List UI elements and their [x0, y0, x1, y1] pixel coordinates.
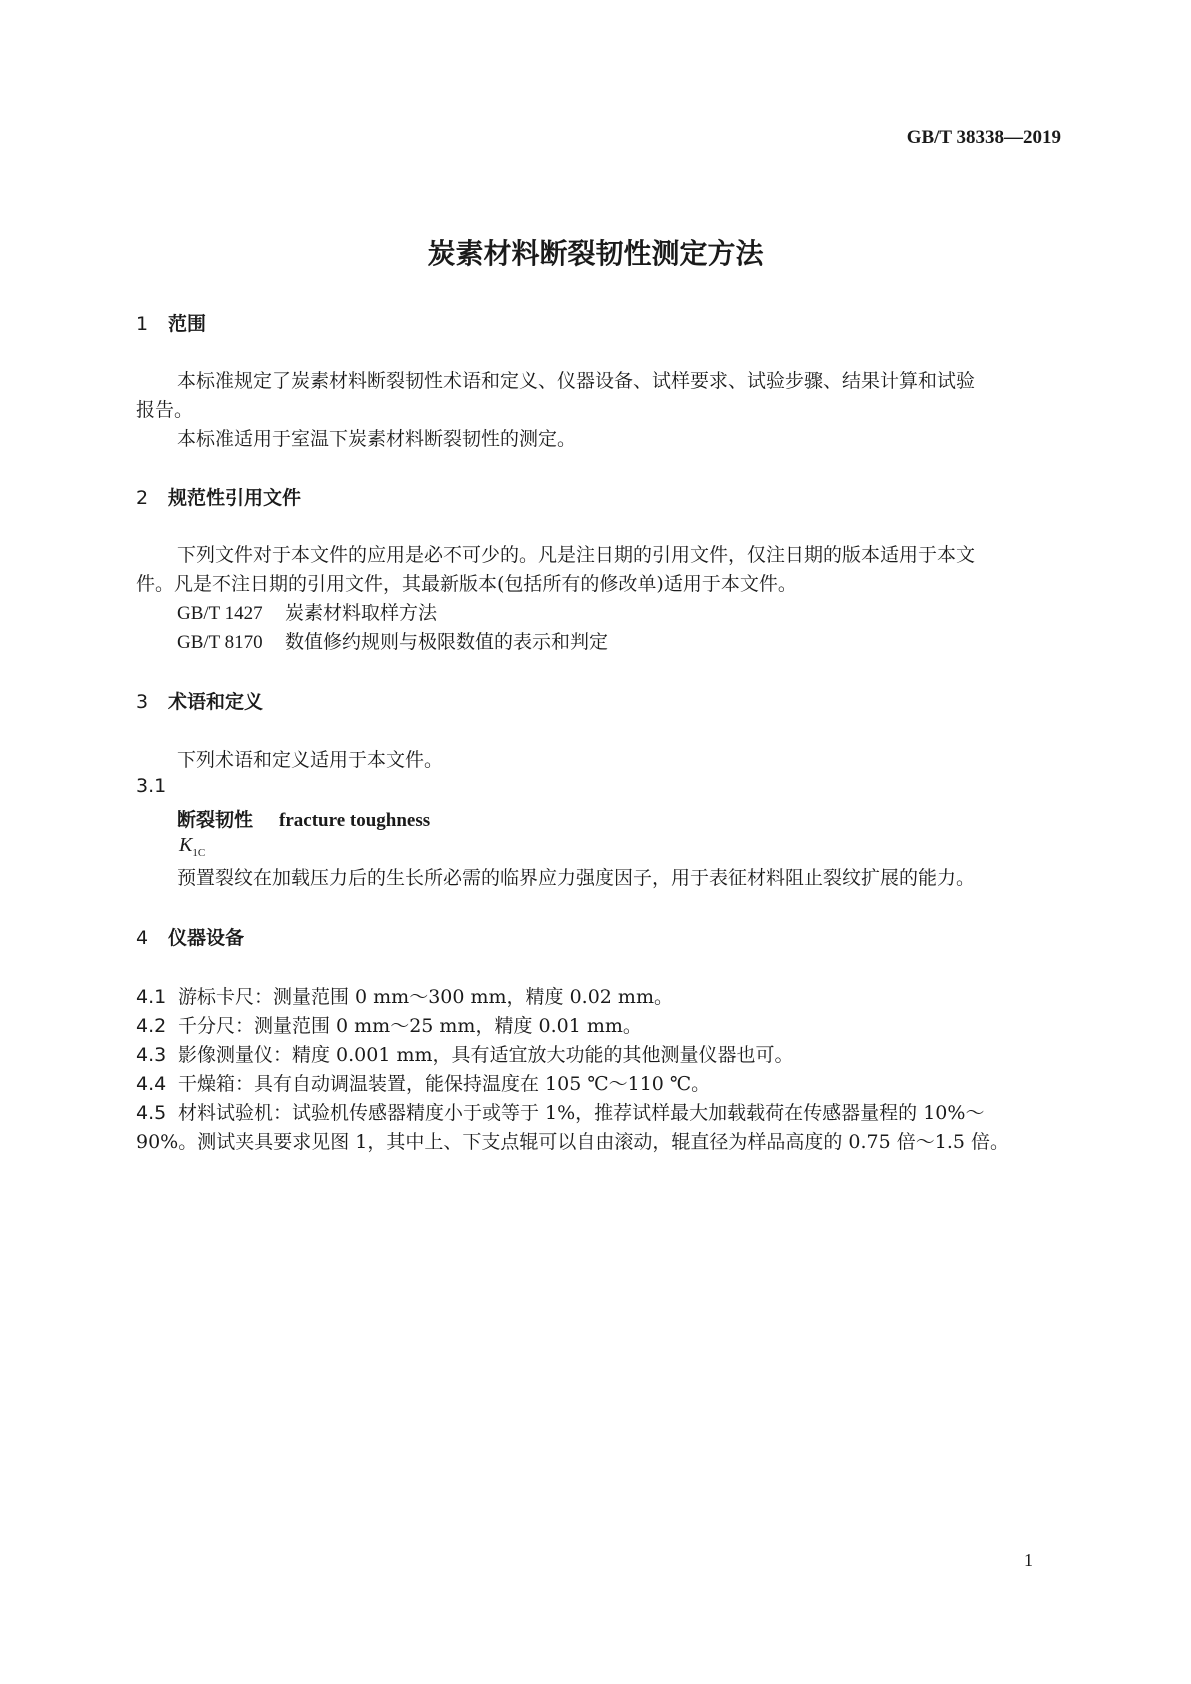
reference-code: GB/T 8170	[177, 632, 263, 653]
clause-number: 4.4	[136, 1073, 167, 1095]
section-heading-normative-references	[136, 483, 301, 510]
clause-number: 4.1	[136, 986, 167, 1008]
clause-number: 4.3	[136, 1044, 167, 1066]
section-heading-scope	[136, 309, 206, 336]
section-title: 仪器设备	[168, 927, 245, 949]
apparatus-item	[136, 982, 673, 1009]
section-number: 2	[136, 487, 149, 509]
term-number: 3.1	[136, 775, 167, 797]
term-english: fracture toughness	[279, 810, 431, 831]
clause-text: 游标卡尺：测量范围 0 mm～300 mm，精度 0.02 mm。	[178, 986, 673, 1008]
term-chinese: 断裂韧性	[177, 809, 254, 831]
clause-text: 干燥箱：具有自动调温装置，能保持温度在 105 ℃～110 ℃。	[178, 1073, 711, 1095]
reference-code: GB/T 1427	[177, 603, 263, 624]
term-entry	[177, 805, 430, 832]
reference-item	[177, 598, 437, 625]
section-heading-apparatus	[136, 923, 244, 950]
paragraph-line: 下列术语和定义适用于本文件。	[177, 749, 444, 771]
apparatus-item	[136, 1069, 710, 1096]
apparatus-item	[136, 1040, 794, 1067]
section-title: 术语和定义	[168, 691, 264, 713]
reference-title: 数值修约规则与极限数值的表示和判定	[285, 631, 609, 653]
paragraph-line: 本标准适用于室温下炭素材料断裂韧性的测定。	[177, 428, 577, 450]
standard-code: GB/T 38338—2019	[906, 127, 1061, 148]
paragraph-line: 件。凡是不注日期的引用文件，其最新版本(包括所有的修改单)适用于本文件。	[136, 573, 797, 595]
clause-number: 4.5	[136, 1102, 167, 1124]
symbol-main: K	[179, 834, 193, 856]
symbol-subscript: 1C	[192, 847, 206, 859]
clause-text: 影像测量仪：精度 0.001 mm，具有适宜放大功能的其他测量仪器也可。	[178, 1044, 794, 1066]
section-number: 3	[136, 691, 149, 713]
clause-text: 千分尺：测量范围 0 mm～25 mm，精度 0.01 mm。	[178, 1015, 642, 1037]
apparatus-item	[136, 1098, 984, 1125]
reference-title: 炭素材料取样方法	[285, 602, 438, 624]
section-heading-terms	[136, 687, 263, 714]
term-symbol	[179, 834, 205, 859]
document-title: 炭素材料断裂韧性测定方法	[427, 237, 764, 270]
term-definition: 预置裂纹在加载压力后的生长所必需的临界应力强度因子，用于表征材料阻止裂纹扩展的能力。	[177, 867, 976, 889]
page-number: 1	[1024, 1550, 1033, 1570]
paragraph-line: 90%。测试夹具要求见图 1，其中上、下支点辊可以自由滚动，辊直径为样品高度的 0.75 倍～1.5 倍。	[136, 1131, 1010, 1153]
reference-item	[177, 627, 608, 654]
section-number: 1	[136, 313, 149, 335]
paragraph-line: 报告。	[136, 399, 194, 421]
paragraph-line: 本标准规定了炭素材料断裂韧性术语和定义、仪器设备、试样要求、试验步骤、结果计算和试验	[177, 370, 976, 392]
section-title: 规范性引用文件	[168, 487, 302, 509]
clause-number: 4.2	[136, 1015, 167, 1037]
apparatus-item	[136, 1011, 642, 1038]
paragraph-line: 下列文件对于本文件的应用是必不可少的。凡是注日期的引用文件，仅注日期的版本适用于本文	[177, 544, 976, 566]
section-number: 4	[136, 927, 149, 949]
clause-text: 材料试验机：试验机传感器精度小于或等于 1%，推荐试样最大加载载荷在传感器量程的 10%～	[178, 1102, 985, 1124]
section-title: 范围	[168, 313, 207, 335]
